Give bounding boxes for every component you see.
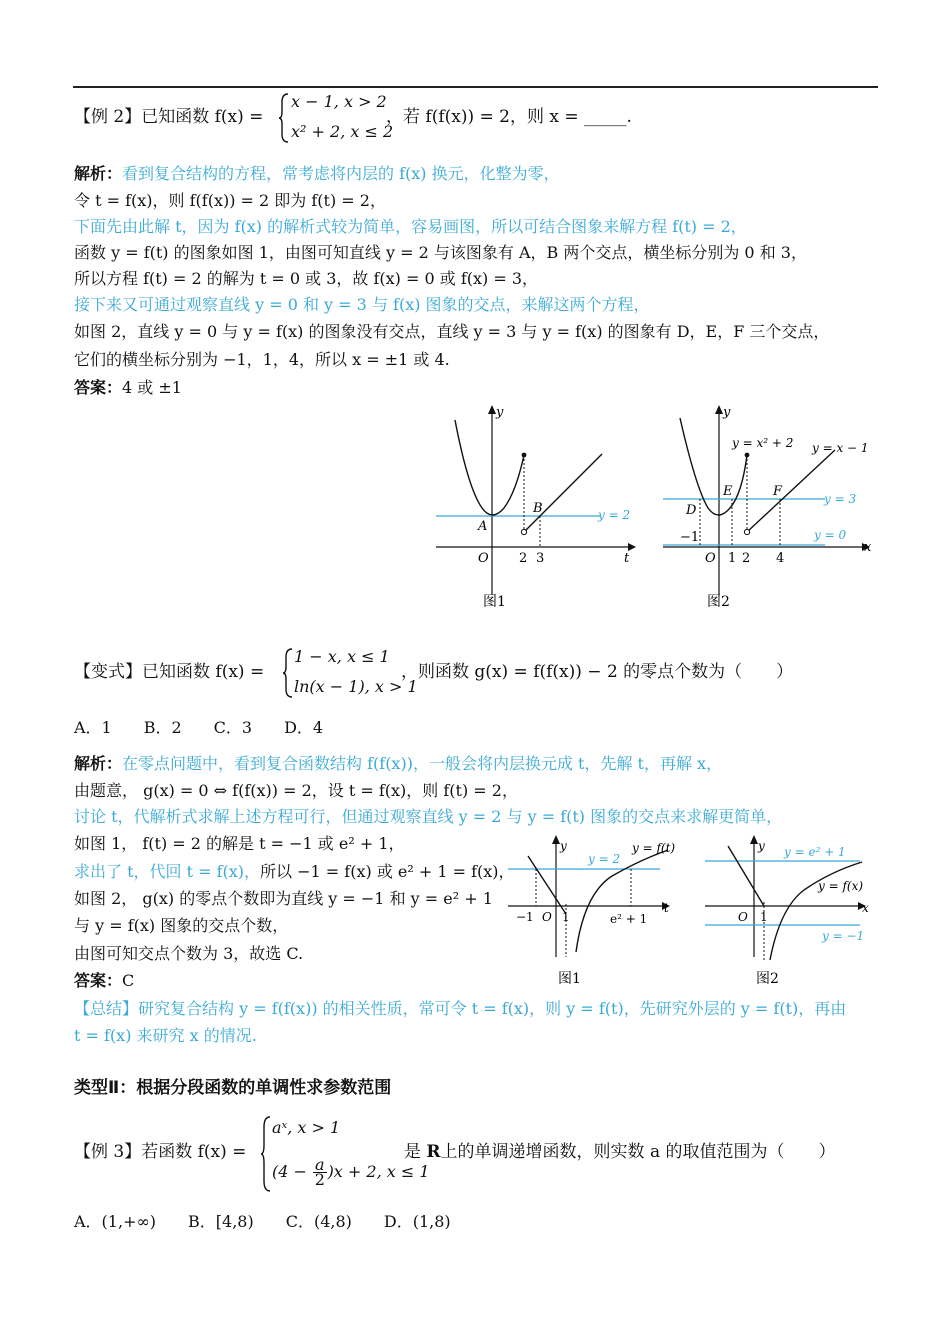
fig-a1-caption: 图1 bbox=[483, 594, 506, 610]
ex3-case2b: )x + 2, x ≤ 1 bbox=[327, 1162, 430, 1181]
var-suffix: ，则函数 g(x) = f(f(x)) − 2 的零点个数为（ ） bbox=[401, 662, 794, 682]
fig-a1-y-label: y bbox=[496, 405, 504, 420]
fig-b2-label-yfx: y = f(x) bbox=[818, 879, 864, 893]
ex2-prefix: 【例 2】已知函数 f(x) = bbox=[74, 107, 264, 127]
fig-b2-label-ym1: y = −1 bbox=[822, 929, 865, 943]
fig-a2-parabola bbox=[680, 418, 747, 515]
fig-a1-tick-2: 2 bbox=[519, 551, 528, 566]
fig-b1-tick-1: 1 bbox=[562, 910, 570, 924]
fig-b1-line-part bbox=[528, 856, 566, 914]
fig-a2-point-f: F bbox=[773, 484, 783, 499]
solv-line2: 由题意， g(x) = 0 ⇔ f(f(x)) = 2，设 t = f(x)，则 f(t) = 2， bbox=[74, 781, 518, 800]
fig-a2-caption: 图2 bbox=[707, 594, 730, 610]
ex2-brace bbox=[278, 92, 290, 144]
solv-line5a: 求出了 t，代回 t = f(x)， bbox=[74, 862, 261, 881]
summary-label: 【总结】 bbox=[74, 999, 139, 1018]
fig-b2-y-label: y bbox=[758, 839, 765, 853]
solv-line3: 讨论 t，代解析式求解上述方程可行，但通过观察直线 y = 2 与 y = f(t) 图象的交点来求解更简单， bbox=[74, 807, 783, 826]
fig-b1-tick-e2: e² + 1 bbox=[610, 912, 648, 926]
fig-a2-origin: O bbox=[705, 551, 716, 566]
fig-b1-tick-m1: −1 bbox=[516, 910, 534, 924]
solv-line1: 在零点问题中，看到复合函数结构 f(f(x))，一般会将内层换元成 t，先解 t，再解 x， bbox=[122, 754, 723, 773]
sol2-line4: 函数 y = f(t) 的图象如图 1，由图可知直线 y = 2 与该图象有 A，B 两个交点，横坐标分别为 0 和 3， bbox=[74, 243, 807, 262]
ex2-case2: x² + 2, x ≤ 2 bbox=[291, 122, 394, 141]
figures-variation bbox=[500, 832, 880, 992]
ex2-suffix: ，若 f(f(x)) = 2，则 x = _____. bbox=[386, 107, 632, 127]
sol2-answer-label: 答案： bbox=[74, 378, 123, 397]
fig-a1-open-dot bbox=[521, 529, 526, 534]
fig-b2-origin: O bbox=[738, 910, 748, 924]
solv-line6: 如图 2， g(x) 的零点个数即为直线 y = −1 和 y = e² + 1 bbox=[74, 889, 493, 908]
fig-a1-tick-3: 3 bbox=[536, 551, 545, 566]
ex3-frac-den: 2 bbox=[314, 1170, 325, 1189]
solv-label: 解析： bbox=[74, 754, 123, 773]
fig-a2-label-y3: y = 3 bbox=[824, 492, 857, 506]
type-2-heading: 类型Ⅱ：根据分段函数的单调性求参数范围 bbox=[74, 1078, 392, 1098]
ex3-brace bbox=[260, 1115, 272, 1193]
fig-a2-tick-1: 1 bbox=[728, 551, 737, 566]
fig-a1 bbox=[436, 405, 636, 610]
fig-b1-label-yft: y = f(t) bbox=[632, 841, 676, 855]
sol2-line5: 所以方程 f(t) = 2 的解为 t = 0 或 3，故 f(x) = 0 或 f(x) = 3， bbox=[74, 269, 539, 288]
solv-line7: 与 y = f(x) 图象的交点个数， bbox=[74, 916, 289, 935]
fig-a2-open-dot bbox=[744, 529, 749, 534]
fig-b1-t-label: t bbox=[664, 901, 669, 915]
solv-answer-label: 答案： bbox=[74, 971, 123, 990]
ex2-case1: x − 1, x > 2 bbox=[291, 92, 387, 111]
fig-a2-line bbox=[747, 450, 835, 532]
ex3-options: A．(1,+∞) B．[4,8) C．(4,8) D．(1,8) bbox=[74, 1212, 451, 1231]
solv-line8: 由图可知交点个数为 3，故选 C. bbox=[74, 944, 304, 963]
var-case1: 1 − x, x ≤ 1 bbox=[294, 647, 390, 666]
fig-b2-tick-1: 1 bbox=[760, 910, 768, 924]
sol2-line2: 令 t = f(x)，则 f(f(x)) = 2 即为 f(t) = 2， bbox=[74, 191, 386, 210]
sol2-line7: 如图 2，直线 y = 0 与 y = f(x) 的图象没有交点，直线 y = 3 与 y = f(x) 的图象有 D，E，F 三个交点， bbox=[74, 322, 830, 341]
fig-a1-line bbox=[524, 454, 602, 532]
figures-example-2 bbox=[430, 400, 890, 615]
ex3-frac-num: a bbox=[315, 1155, 325, 1174]
fig-b2-label-ye: y = e² + 1 bbox=[784, 845, 846, 859]
fig-b1-label-y2: y = 2 bbox=[588, 852, 621, 866]
fig-a2-x-label: x bbox=[864, 540, 872, 555]
fig-a1-label-y2: y = 2 bbox=[598, 508, 631, 522]
ex3-suffix-b: 上的单调递增函数，则实数 a 的取值范围为（ ） bbox=[440, 1142, 836, 1162]
fig-a1-point-b: B bbox=[533, 501, 543, 516]
fig-b1-origin: O bbox=[542, 910, 552, 924]
fig-a2-tick-2: 2 bbox=[742, 551, 751, 566]
top-rule bbox=[73, 86, 878, 88]
fig-a2-point-d: D bbox=[686, 503, 697, 518]
sol2-line1: 看到复合结构的方程，常考虑将内层的 f(x) 换元，化整为零， bbox=[122, 164, 560, 183]
fig-a2-curve-label: y = x² + 2 bbox=[732, 436, 794, 450]
summary-line2: t = f(x) 来研究 x 的情况. bbox=[74, 1026, 257, 1045]
fig-b2-log-part bbox=[770, 862, 865, 960]
fig-a1-t-label: t bbox=[624, 551, 630, 566]
fig-a2-tick-4: 4 bbox=[776, 551, 785, 566]
fig-b2-x-label: x bbox=[862, 901, 869, 915]
var-prefix: 【变式】已知函数 f(x) = bbox=[74, 662, 265, 682]
fig-a2 bbox=[663, 405, 872, 610]
ex3-case1: aˣ, x > 1 bbox=[272, 1118, 341, 1137]
fig-b1-y-label: y bbox=[560, 839, 567, 853]
sol2-answer: 4 或 ±1 bbox=[122, 378, 182, 397]
ex3-suffix-a: 是 bbox=[404, 1142, 421, 1162]
solv-line4: 如图 1， f(t) = 2 的解是 t = −1 或 e² + 1， bbox=[74, 834, 405, 853]
var-options: A．1 B．2 C．3 D．4 bbox=[74, 718, 324, 737]
fig-a2-y-label: y bbox=[723, 405, 731, 420]
fig-a1-origin: O bbox=[478, 551, 489, 566]
ex3-prefix: 【例 3】若函数 f(x) = bbox=[74, 1142, 247, 1162]
fig-a1-parabola bbox=[455, 420, 524, 515]
sol2-line3: 下面先由此解 t，因为 f(x) 的解析式较为简单，容易画图，所以可结合图象来解方程 f(t) = 2， bbox=[74, 217, 747, 236]
fig-b1-caption: 图1 bbox=[558, 971, 581, 987]
fig-a2-tick-m1: −1 bbox=[680, 530, 700, 545]
fig-b2 bbox=[705, 835, 869, 987]
solv-answer: C bbox=[122, 971, 135, 990]
solv-line5b: 所以 −1 = f(x) 或 e² + 1 = f(x)， bbox=[260, 862, 515, 881]
fig-a2-line-label: y = x − 1 bbox=[812, 441, 869, 455]
var-brace bbox=[282, 647, 294, 699]
var-case2: ln(x − 1), x > 1 bbox=[294, 677, 418, 696]
sol2-label: 解析： bbox=[74, 164, 123, 183]
ex3-R: R bbox=[426, 1142, 441, 1162]
fig-a2-label-y0: y = 0 bbox=[814, 528, 847, 542]
fig-b2-line-part bbox=[728, 846, 764, 906]
fig-a1-point-a: A bbox=[478, 519, 488, 534]
fig-a2-point-e: E bbox=[723, 484, 733, 499]
ex3-case2a: (4 − bbox=[272, 1162, 307, 1181]
summary-line1: 研究复合结构 y = f(f(x)) 的相关性质，常可令 t = f(x)，则 y = f(t)，先研究外层的 y = f(t)，再由 bbox=[138, 999, 847, 1018]
sol2-line8: 它们的横坐标分别为 −1，1，4，所以 x = ±1 或 4. bbox=[74, 350, 450, 369]
fig-b2-caption: 图2 bbox=[756, 971, 779, 987]
fig-b1 bbox=[508, 835, 675, 987]
sol2-line6: 接下来又可通过观察直线 y = 0 和 y = 3 与 f(x) 图象的交点，来解这两个方程， bbox=[74, 295, 650, 314]
